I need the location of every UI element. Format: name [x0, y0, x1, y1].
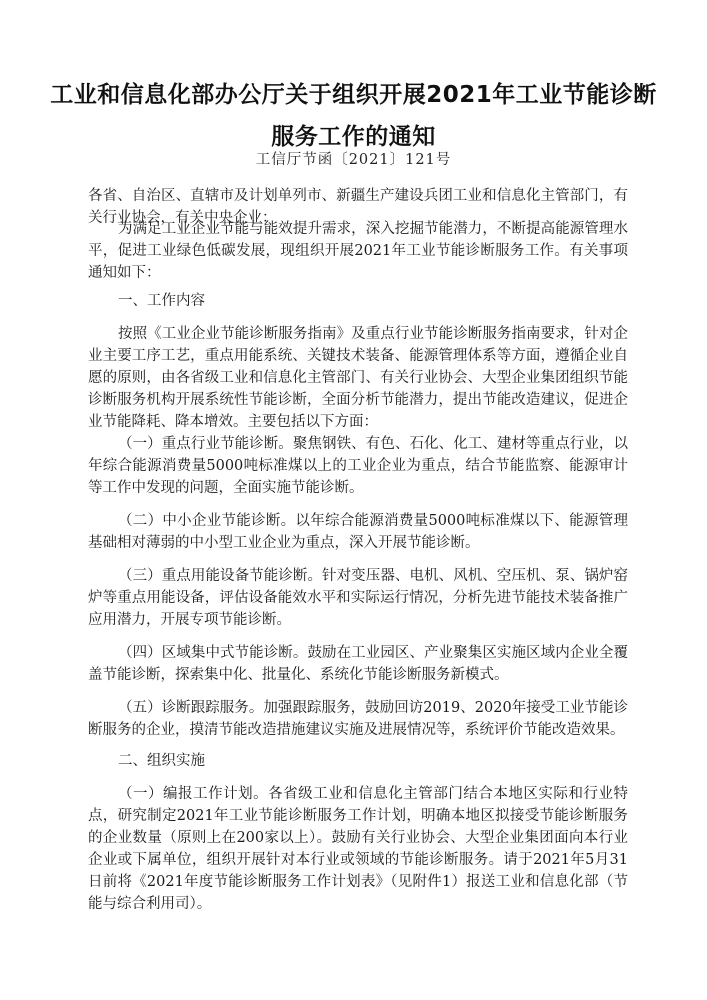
section1-item-4: （四）区域集中式节能诊断。鼓励在工业园区、产业聚集区实施区域内企业全覆盖节能诊断，探索集中化、批量化、系统化节能诊断服务新模式。	[88, 645, 628, 683]
recipients-line: 各省、自治区、直辖市及计划单列市、新疆生产建设兵团工业和信息化主管部门，有关行业协会，有关中央企业：	[88, 187, 628, 226]
document-title: 工业和信息化部办公厅关于组织开展2021年工业节能诊断服务工作的通知	[50, 82, 657, 150]
section1-item-2: （二）中小企业节能诊断。以年综合能源消费量5000吨标准煤以下、能源管理基础相对薄弱的中小型工业企业为重点，深入开展节能诊断。	[88, 513, 628, 551]
document-number: 工信厅节函〔2021〕121号	[255, 152, 452, 168]
intro-paragraph: 为满足工业企业节能与能效提升需求，深入挖掘节能潜力，不断提高能源管理水平，促进工业绿色低碳发展，现组织开展2021年工业节能诊断服务工作。有关事项通知如下：	[88, 221, 628, 281]
section1-item-3: （三）重点用能设备节能诊断。针对变压器、电机、风机、空压机、泵、锅炉窑炉等重点用能设备，评估设备能效水平和实际运行情况，分析先进节能技术装备推广应用潜力，开展专项节能诊断。	[88, 568, 628, 628]
section1-item-5: （五）诊断跟踪服务。加强跟踪服务，鼓励回访2019、2020年接受工业节能诊断服务的企业，摸清节能改造措施建议实施及进展情况等，系统评价节能改造效果。	[88, 700, 628, 738]
section-heading-1: 一、工作内容	[118, 293, 205, 309]
section-heading-2: 二、组织实施	[118, 753, 205, 769]
section2-item-1: （一）编报工作计划。各省级工业和信息化主管部门结合本地区实际和行业特点，研究制定2021年工业节能诊断服务工作计划，明确本地区拟接受节能诊断服务的企业数量（原则上在200家以上）。鼓励有关行业协会、大型企业集团面向本行业企业或下属单位，组织开展针对本行业或领域的节能诊断服务。请于2021年5月31日前将《2021年度节能诊断服务工作计划表》（见附件1）报送工业和信息化部（节能与综合利用司）。	[88, 786, 628, 912]
section1-item-1: （一）重点行业节能诊断。聚焦钢铁、有色、石化、化工、建材等重点行业，以年综合能源消费量5000吨标准煤以上的工业企业为重点，结合节能监察、能源审计等工作中发现的问题，全面实施节能诊断。	[88, 436, 628, 496]
section1-body: 按照《工业企业节能诊断服务指南》及重点行业节能诊断服务指南要求，针对企业主要工序工艺，重点用能系统、关键技术装备、能源管理体系等方面，遵循企业自愿的原则，由各省级工业和信息化主管部门、有关行业协会、大型企业集团组织节能诊断服务机构开展系统性节能诊断，全面分析节能潜力，提出节能改造建议，促进企业节能降耗、降本增效。主要包括以下方面：	[88, 326, 628, 430]
